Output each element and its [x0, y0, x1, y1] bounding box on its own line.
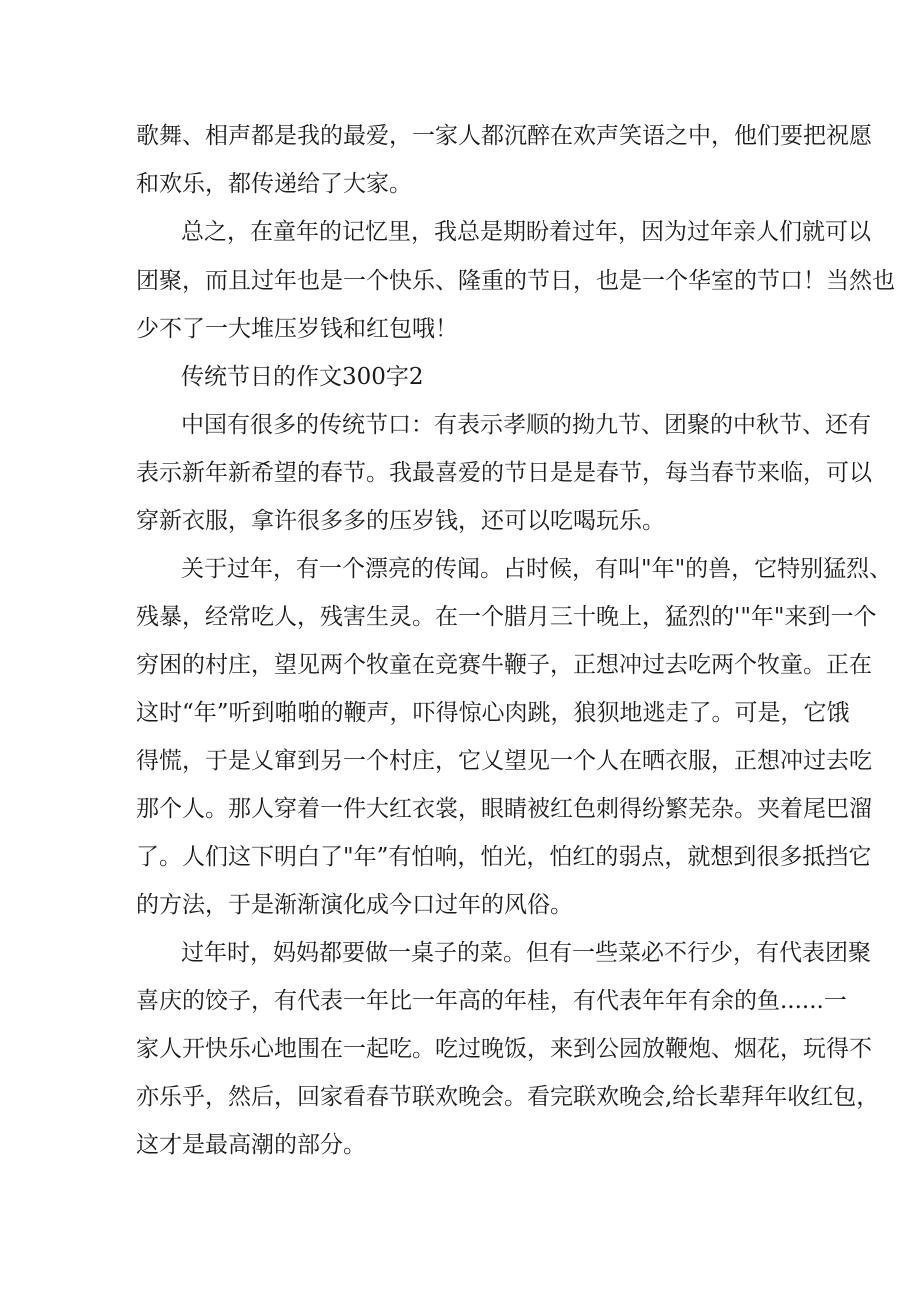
text-line: 表示新年新希望的春节。我最喜爱的节日是是春节，每当春节来临，可以 [136, 460, 872, 486]
text-line: 少不了一大堆压岁钱和红包哦！ [136, 316, 458, 342]
paragraph-start-line: 过年时，妈妈都要做一桌子的菜。但有一些菜必不行少，有代表团聚 [181, 940, 871, 966]
text-line: 的方法，于是渐渐演化成今口过年的风俗。 [136, 892, 573, 918]
text-line: 这时“年”听到啪啪的鞭声，吓得惊心肉跳，狼狈地逃走了。可是，它饿 [136, 700, 850, 726]
text-line: 和欢乐，都传递给了大家。 [136, 171, 412, 197]
section-heading: 传统节日的作文300字2 [181, 364, 424, 390]
text-line: 这才是最高潮的部分。 [136, 1132, 366, 1158]
paragraph-start-line: 中国有很多的传统节口：有表示孝顺的拗九节、团聚的中秋节、还有 [181, 412, 871, 438]
text-line: 团聚，而且过年也是一个快乐、隆重的节日，也是一个华室的节口！当然也 [136, 268, 895, 294]
text-line: 残暴，经常吃人，残害生灵。在一个腊月三十晚上，猛烈的'"年"来到一个 [136, 604, 877, 630]
text-line: 得慌，于是乂窜到另一个村庄，它乂望见一个人在晒衣服，正想冲过去吃 [136, 748, 872, 774]
text-line: 歌舞、相声都是我的最爱，一家人都沉醉在欢声笑语之中，他们要把祝愿 [136, 123, 872, 149]
text-line: 家人开快乐心地围在一起吃。吃过晚饭，来到公园放鞭炮、烟花，玩得不 [136, 1036, 872, 1062]
text-line: 那个人。那人穿着一件大红衣裳，眼睛被红色刺得纷繁芜杂。夹着尾巴溜 [136, 796, 872, 822]
text-line: 穿新衣服，拿许很多多的压岁钱，还可以吃喝玩乐。 [136, 508, 665, 534]
paragraph-start-line: 关于过年，有一个漂亮的传闻。占时候，有叫"年"的兽，它特别猛烈、 [181, 556, 893, 582]
paragraph-start-line: 总之，在童年的记忆里，我总是期盼着过年，因为过年亲人们就可以 [181, 219, 871, 245]
text-line: 了。人们这下明白了"年”有怕响，怕光，怕红的弱点，就想到很多抵挡它 [136, 844, 872, 870]
text-line: 喜庆的饺子，有代表一年比一年高的年桂，有代表年年有余的鱼......一 [136, 988, 847, 1014]
text-line: 亦乐乎，然后，回家看春节联欢晚会。看完联欢晚会,给长辈拜年收红包， [136, 1084, 880, 1110]
text-line: 穷困的村庄，望见两个牧童在竞赛牛鞭子，正想冲过去吃两个牧童。正在 [136, 652, 872, 678]
